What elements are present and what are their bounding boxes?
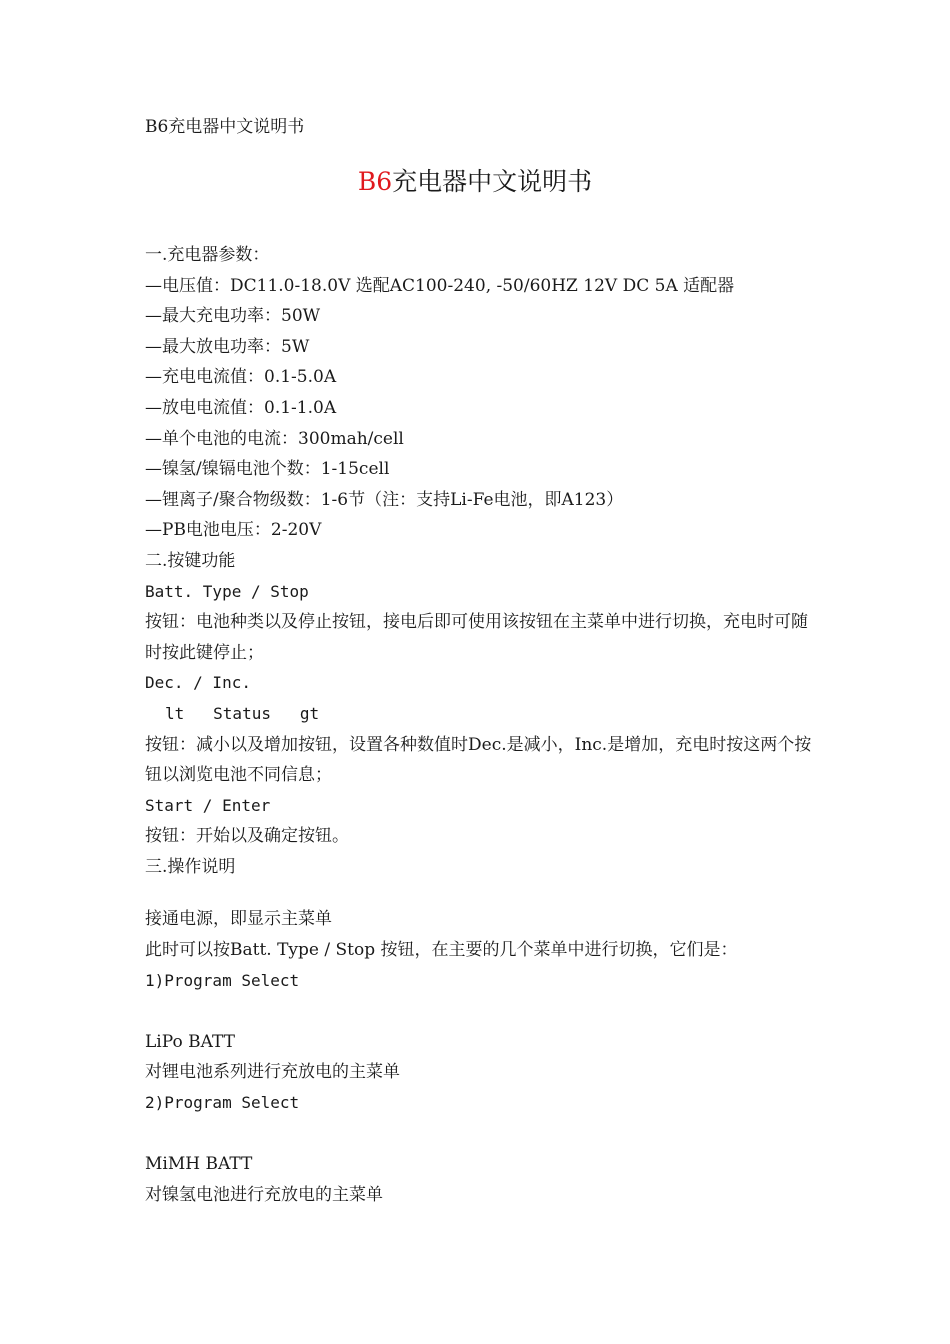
key-desc-start-enter: 按钮：开始以及确定按钮。: [145, 826, 349, 847]
param-item: —最大充电功率：50W: [145, 306, 321, 327]
spacer: [145, 1119, 815, 1150]
key-name-batt-type: Batt. Type / Stop: [145, 581, 309, 601]
spacer: [145, 996, 815, 1027]
operation-intro: 此时可以按Batt. Type / Stop 按钮，在主要的几个菜单中进行切换，它们是：: [145, 940, 738, 961]
key-name-start-enter: Start / Enter: [145, 795, 271, 815]
menu-desc: 对锂电池系列进行充放电的主菜单: [145, 1062, 400, 1083]
param-item: —充电电流值：0.1-5.0A: [145, 367, 337, 388]
section-heading-params: 一.充电器参数：: [145, 245, 270, 265]
operation-intro: 接通电源，即显示主菜单: [145, 909, 332, 930]
param-item: —单个电池的电流：300mah/cell: [145, 428, 404, 449]
title-text: 充电器中文说明书: [392, 167, 593, 196]
key-desc-dec-inc: 按钮：减小以及增加按钮，设置各种数值时Dec.是减小，Inc.是增加，充电时按这两个按钮以浏览电池不同信息；: [145, 734, 812, 786]
running-header: B6充电器中文说明书: [145, 117, 305, 137]
document-body: [145, 240, 815, 1210]
section-heading-keys: 二.按键功能: [145, 550, 236, 571]
document-title: [0, 166, 950, 198]
menu-label: 1)Program Select: [145, 970, 300, 990]
key-name-dec-inc: Dec. / Inc.: [145, 673, 251, 693]
param-item: —最大放电功率：5W: [145, 336, 310, 357]
param-item: —PB电池电压：2-20V: [145, 520, 322, 541]
title-model: B6: [357, 167, 393, 196]
param-item: —锂离子/聚合物级数：1-6节（注：支持Li-Fe电池，即A123）: [145, 489, 624, 510]
param-item: —放电电流值：0.1-1.0A: [145, 397, 337, 418]
section-heading-operation: 三.操作说明: [145, 856, 236, 877]
menu-label: 2)Program Select: [145, 1093, 300, 1113]
spacer: [145, 882, 815, 904]
key-desc-batt-type: 按钮：电池种类以及停止按钮，接电后即可使用该按钮在主菜单中进行切换，充电时可随时按此键停止；: [145, 612, 808, 663]
menu-name: MiMH BATT: [145, 1154, 253, 1175]
menu-name: LiPo BATT: [145, 1031, 235, 1052]
menu-desc: 对镍氢电池进行充放电的主菜单: [145, 1184, 383, 1205]
param-item: —镍氢/镍镉电池个数：1-15cell: [145, 459, 390, 480]
key-sub-status: lt Status gt: [165, 703, 320, 723]
param-item: —电压值：DC11.0-18.0V 选配AC100-240, -50/60HZ 12V DC 5A 适配器: [145, 275, 735, 296]
